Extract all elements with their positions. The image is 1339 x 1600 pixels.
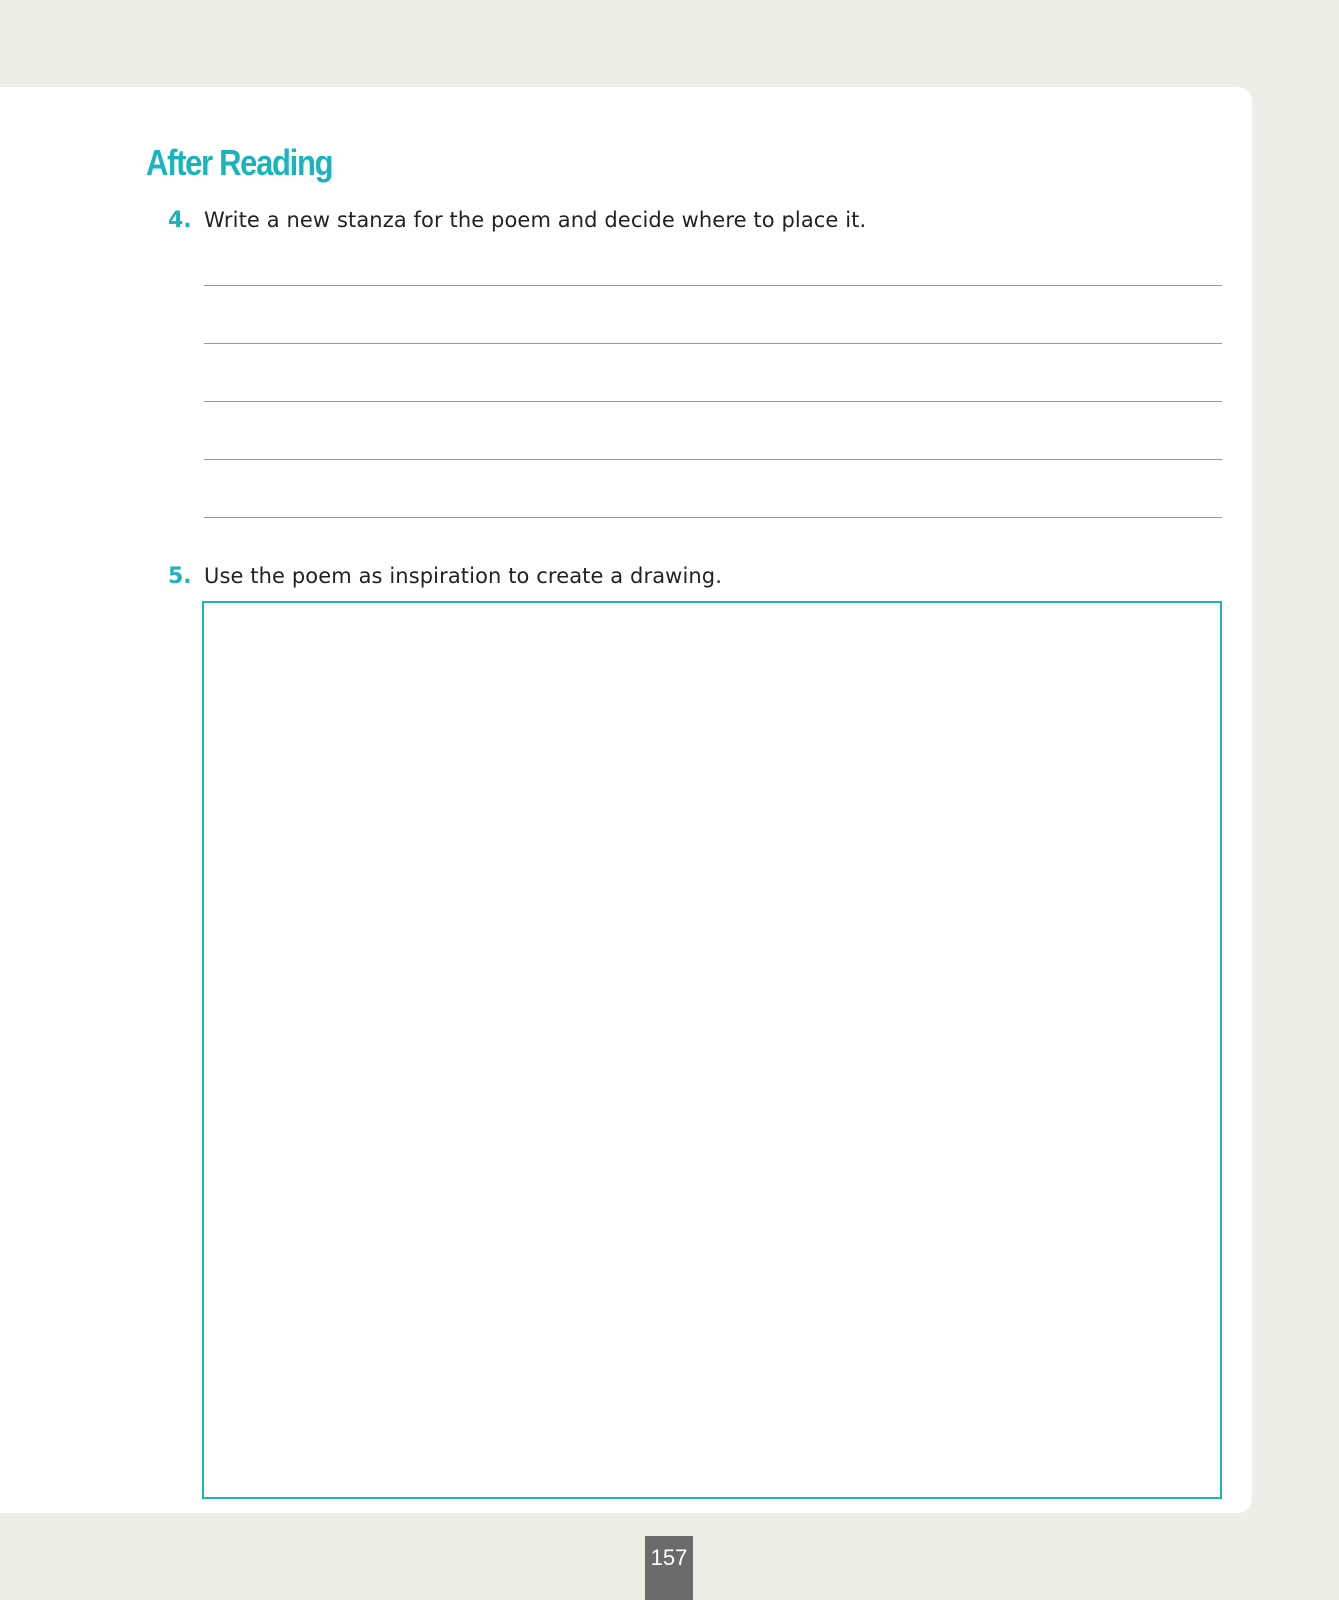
answer-line-5[interactable]: [204, 460, 1222, 518]
answer-line-4[interactable]: [204, 402, 1222, 460]
answer-line-2[interactable]: [204, 286, 1222, 344]
question-5-number: 5.: [168, 563, 192, 589]
question-5-text: Use the poem as inspiration to create a drawing.: [204, 564, 723, 588]
answer-line-3[interactable]: [204, 344, 1222, 402]
section-title: After Reading: [146, 142, 333, 183]
question-4-number: 4.: [168, 207, 192, 233]
question-5: [168, 561, 722, 591]
page-number: 157: [645, 1536, 693, 1600]
question-4-text: Write a new stanza for the poem and decide where to place it.: [204, 208, 867, 232]
answer-lines: [204, 284, 1222, 518]
question-4: [168, 205, 866, 235]
drawing-area[interactable]: [202, 601, 1222, 1499]
